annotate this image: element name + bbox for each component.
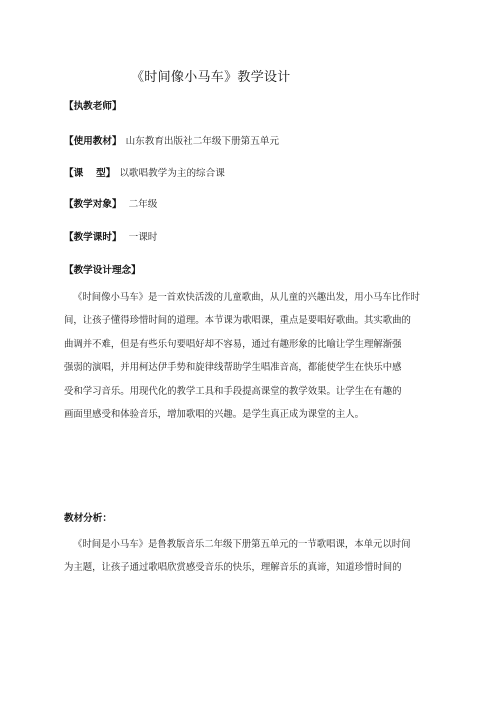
paragraph-line: 间，让孩子懂得珍惜时间的道理。本节课为歌唱课，重点是要唱好歌曲。其实歌曲的 [64,315,411,327]
field-teacher-label: 【执教老师】 [64,101,122,112]
field-textbook-label: 【使用教材】 [64,136,122,147]
field-periods-value: 一课时 [125,232,158,243]
field-lesson-type [64,165,225,179]
field-periods-label: 【教学课时】 [64,232,122,243]
field-periods [64,229,157,243]
analysis-paragraph [64,533,454,580]
field-audience-value: 二年级 [125,199,158,210]
paragraph-line: 强弱的演唱，并用柯达伊手势和旋律线帮助学生唱准音高，都能使学生在快乐中感 [64,362,402,374]
section-heading-analysis [64,510,112,524]
concept-paragraph [64,286,454,426]
paragraph-line: 受和学习音乐。用现代化的教学工具和手段提高课堂的教学效果。让学生在有趣的 [64,385,402,397]
field-audience-label: 【教学对象】 [64,199,122,210]
field-textbook [64,133,279,147]
section-analysis-label: 教材分析： [64,513,112,524]
field-teacher [64,98,126,112]
paragraph-line: 画面里感受和体验音乐，增加歌唱的兴趣。是学生真正成为课堂的主人。 [64,409,365,421]
paragraph-line: 曲调并不难，但是有些乐句要唱好却不容易，通过有趣形象的比喻让学生理解渐强 [64,338,402,350]
field-audience [64,196,157,210]
field-lesson-type-value: 以歌唱教学为主的综合课 [119,168,225,179]
section-heading-concept [64,262,141,276]
paragraph-line: 《时间像小马车》是一首欢快活泼的儿童歌曲，从儿童的兴趣出发，用小马车比作时 [73,292,420,303]
document-title: 《时间像小马车》教学设计 [131,70,291,85]
paragraph-line: 《时间是小马车》是鲁教版音乐二年级下册第五单元的一节歌唱课，本单元以时间 [73,539,411,550]
section-concept-label: 【教学设计理念】 [64,265,141,276]
paragraph-line: 为主题，让孩子通过歌唱欣赏感受音乐的快乐，理解音乐的真谛，知道珍惜时间的 [64,562,402,574]
field-textbook-value: 山东教育出版社二年级下册第五单元 [125,136,280,147]
field-lesson-type-label: 【课 型】 [64,168,116,179]
